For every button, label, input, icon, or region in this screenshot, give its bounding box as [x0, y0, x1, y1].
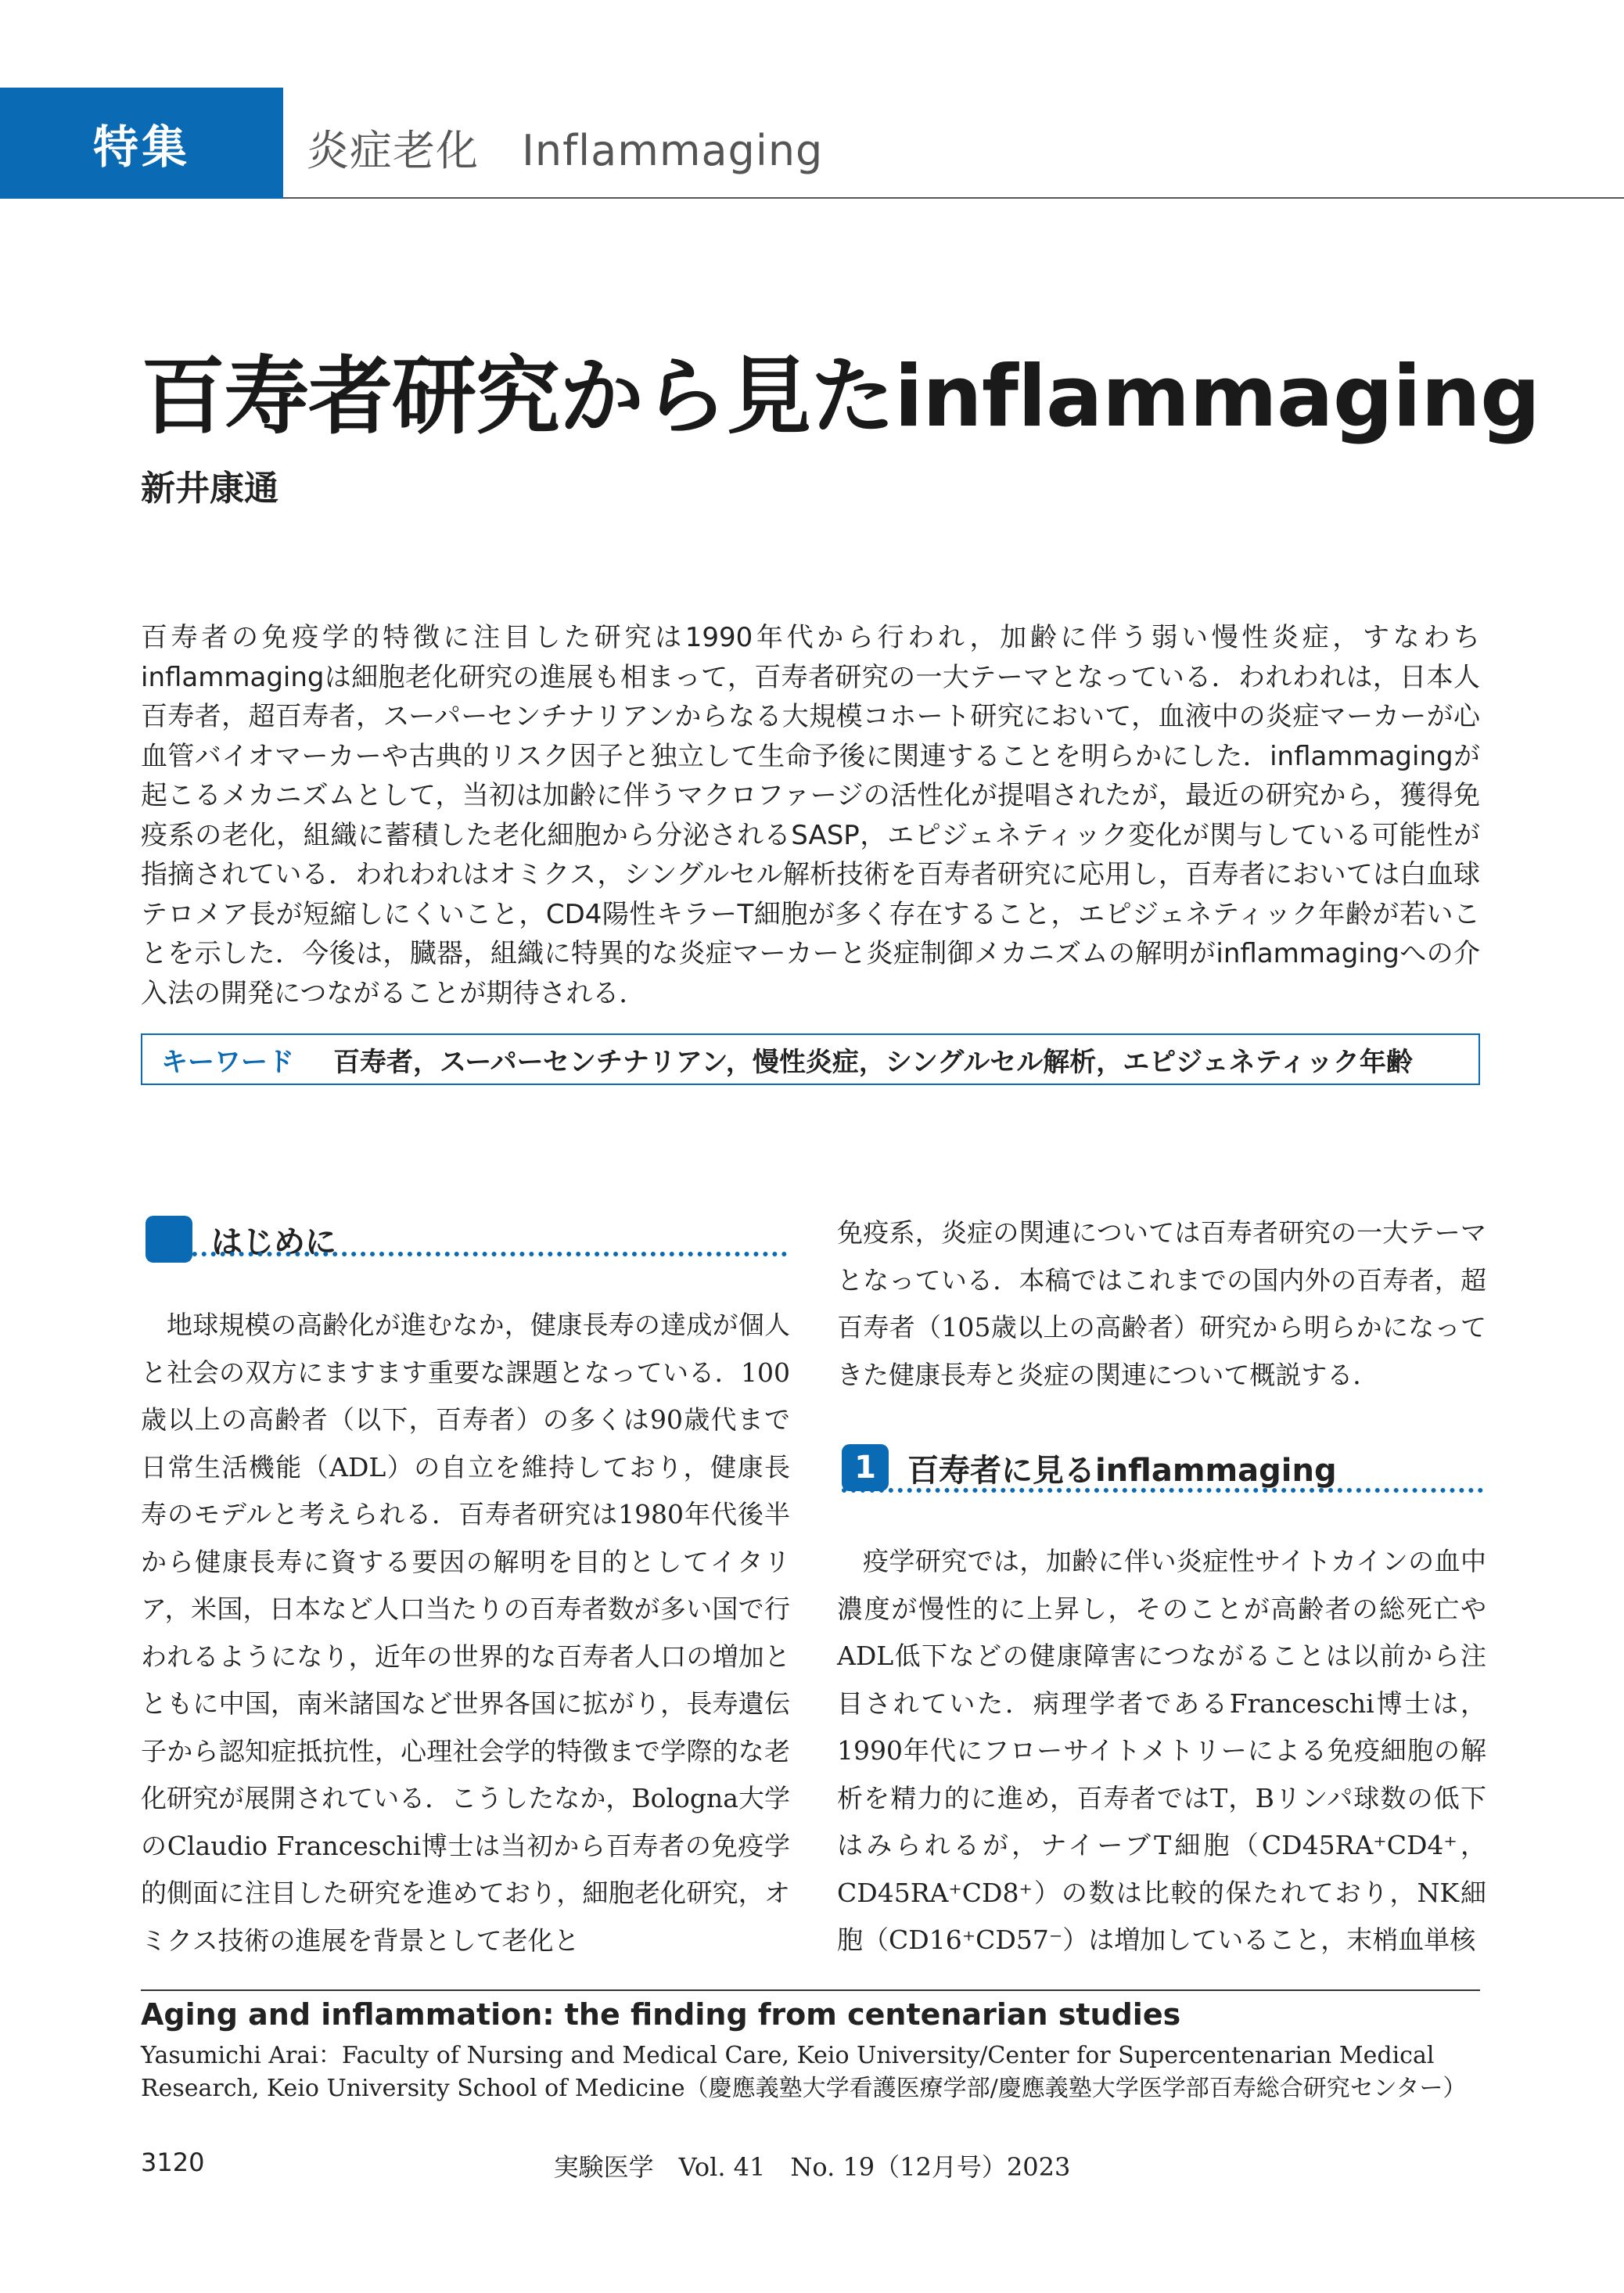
- journal-citation: 実験医学 Vol. 41 No. 19（12月号）2023: [553, 2152, 1071, 2182]
- abstract: 百寿者の免疫学的特徴に注目した研究は1990年代から行われ，加齢に伴う弱い慢性炎症，すなわちinflammagingは細胞老化研究の進展も相まって，百寿者研究の一大テーマとなっている．われわれは，日本人百寿者，超百寿者，スーパーセンチナリアンからなる大規模コホート研究において，血液中の炎症マーカーが心血管バイオマーカーや古典的リスク因子と独立して生命予後に関連することを明らかにした．inflammagingが起こるメカニズムとして，当初は加齢に伴うマクロファージの活性化が提唱されたが，最近の研究から，獲得免疫系の老化，組織に蓄積した老化細胞から分泌されるSASP，エピジェネティック変化が関与している可能性が指摘されている．われわれはオミクス，シングルセル解析技術を百寿者研究に応用し，百寿者においては白血球テロメア長が短縮しにくいこと，CD4陽性キラーT細胞が多く存在すること，エピジェネティック年齢が若いことを示した．今後は，臓器，組織に特異的な炎症マーカーと炎症制御メカニズムの解明がinflammagingへの介入法の開発につながることが期待される．: [141, 622, 1480, 1009]
- section-1-heading: [842, 1443, 1337, 1493]
- intro-heading: [146, 1214, 336, 1264]
- english-title: Aging and inflammation: the finding from centenarian studies: [141, 1997, 1181, 2032]
- series-title: 炎症老化 Inflammaging: [307, 126, 824, 175]
- header-divider: [283, 197, 1624, 199]
- keywords-label: キーワード: [161, 1046, 294, 1078]
- feature-tag: 特集: [0, 88, 283, 199]
- intro-paragraph: 地球規模の高齢化が進むなか，健康長寿の達成が個人と社会の双方にますます重要な課題となっている．100歳以上の高齢者（以下，百寿者）の多くは90歳代まで日常生活機能（ADL）の自立を維持しており，健康長寿のモデルと考えられる．百寿者研究は1980年代後半から健康長寿に資する要因の解明を目的としてイタリア，米国，日本など人口当たりの百寿者数が多い国で行われるようになり，近年の世界的な百寿者人口の増加とともに中国，南米諸国など世界各国に拡がり，長寿遺伝子から認知症抵抗性，心理社会学的特徴まで学際的な老化研究が展開されている．こうしたなか，Bologna大学のClaudio Franceschi博士は当初から百寿者の免疫学的側面に注目した研究を進めており，細胞老化研究，オミクス技術の進展を背景として老化と: [141, 1310, 791, 1956]
- intro-heading-text: はじめに: [211, 1224, 336, 1260]
- keywords-box: [141, 1033, 1480, 1085]
- intro-paragraph-continued: 免疫系，炎症の関連については百寿者研究の一大テーマとなっている．本稿ではこれまでの国内外の百寿者，超百寿者（105歳以上の高齢者）研究から明らかになってきた健康長寿と炎症の関連について概説する．: [837, 1217, 1486, 1390]
- article-title: 百寿者研究から見たinflammaging: [141, 348, 1540, 446]
- section-number: 1: [842, 1444, 889, 1491]
- right-column-body: [837, 1538, 1486, 1964]
- section-1-heading-text: 百寿者に見るinflammaging: [907, 1452, 1337, 1489]
- keywords-list: 百寿者，スーパーセンチナリアン，慢性炎症，シングルセル解析，エピジェネティック年齢: [333, 1046, 1413, 1078]
- section-1-heading-rule: [842, 1488, 1483, 1493]
- author-name: 新井康通: [141, 469, 278, 509]
- section-1-paragraph: 疫学研究では，加齢に伴い炎症性サイトカインの血中濃度が慢性的に上昇し，そのことが高齢者の総死亡やADL低下などの健康障害につながることは以前から注目されていた．病理学者であるFranceschi博士は，1990年代にフローサイトメトリーによる免疫細胞の解析を精力的に進め，百寿者ではT，Bリンパ球数の低下はみられるが，ナイーブT細胞（CD45RA⁺CD4⁺，CD45RA⁺CD8⁺）の数は比較的保たれており，NK細胞（CD16⁺CD57⁻）は増加していること，末梢血単核: [837, 1546, 1486, 1955]
- footer-divider: [141, 1989, 1480, 1991]
- right-column-top: [837, 1209, 1486, 1399]
- page-number: 3120: [141, 2147, 205, 2177]
- intro-heading-rule: [146, 1252, 787, 1256]
- left-column: [141, 1302, 790, 1975]
- author-affiliation: Yasumichi Arai：Faculty of Nursing and Medical Care, Keio University/Center for Supercentenarian Medical Research, Keio University School of Medicine（慶應義塾大学看護医療学部/慶應義塾大学医学部百寿総合研究センター）: [141, 2042, 1467, 2102]
